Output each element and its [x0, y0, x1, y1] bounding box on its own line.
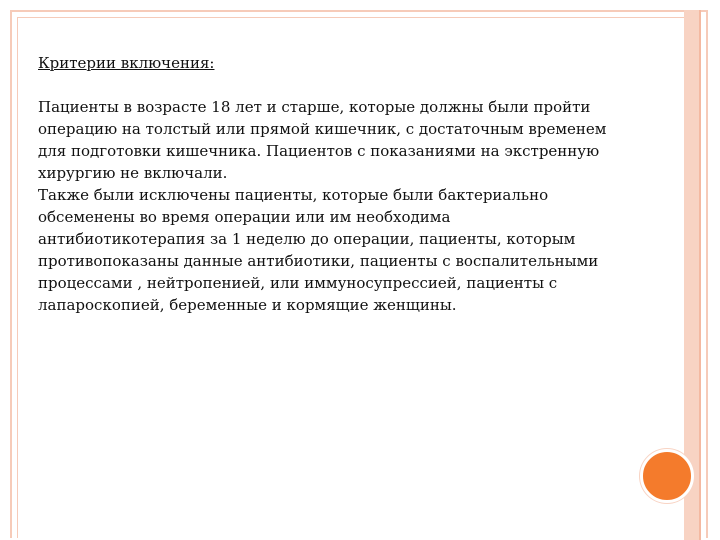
- body-line: Пациенты в возрасте 18 лет и старше, которые должны были пройти: [38, 98, 591, 116]
- slide-heading: Критерии включения:: [38, 54, 215, 72]
- slide-content: [38, 52, 678, 316]
- body-line: хирургию не включали.: [38, 164, 228, 182]
- body-line: противопоказаны данные антибиотики, пациенты с воспалительными: [38, 252, 599, 270]
- body-line: для подготовки кишечника. Пациентов с показаниями на экстренную: [38, 142, 600, 160]
- decorative-orange-circle: [640, 449, 694, 503]
- body-line: антибиотикотерапия за 1 неделю до операции, пациенты, которым: [38, 230, 576, 248]
- body-line: Также были исключены пациенты, которые были бактериально: [38, 186, 549, 204]
- body-line: процессами , нейтропенией, или иммуносупрессией, пациенты с: [38, 274, 558, 292]
- body-line: обсеменены во время операции или им необходима: [38, 208, 451, 226]
- body-line: лапароскопией, беременные и кормящие женщины.: [38, 296, 457, 314]
- body-line: операцию на толстый или прямой кишечник, с достаточным временем: [38, 120, 607, 138]
- decorative-right-band-line: [699, 10, 701, 540]
